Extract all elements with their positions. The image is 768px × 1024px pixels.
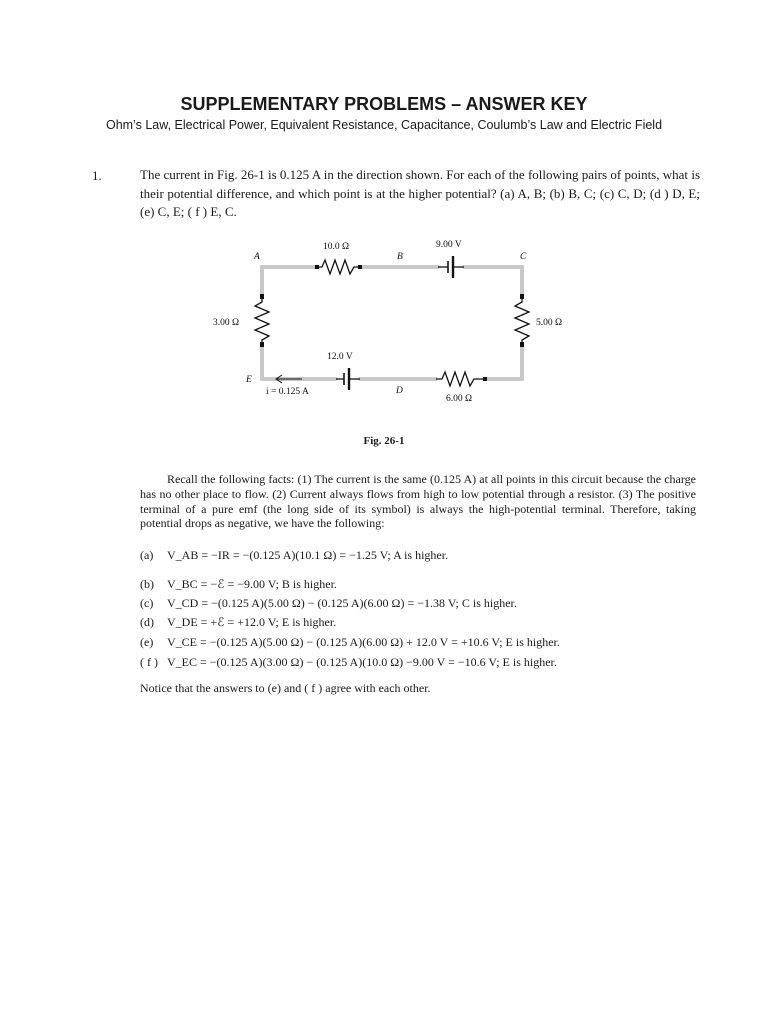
answer-e-text: V_CE = −(0.125 A)(5.00 Ω) − (0.125 A)(6.00 Ω) + 12.0 V = +10.6 V; E is higher. — [167, 635, 560, 649]
answer-f — [140, 655, 557, 670]
problem-question: The current in Fig. 26-1 is 0.125 A in the direction shown. For each of the following pairs of points, what is their potential difference, and which point is at the higher potential? (a) A, B; (b) B, C; (c) C, D; (d ) D, E; (e) C, E; ( f ) E, C. — [140, 167, 700, 219]
answer-f-label: ( f ) — [140, 655, 158, 669]
recall-paragraph: Recall the following facts: (1) The current is the same (0.125 A) at all points in this circuit because the charge has no other place to flow. (2) Current always flows from high to low potential through a resistor. (3) The positive terminal of a pure emf (the long side of its symbol) is always the high-potential terminal. Therefore, taking potential drops as negative, we have the following: — [140, 472, 696, 531]
notice-text: Notice that the answers to (e) and ( f ) agree with each other. — [140, 681, 431, 695]
resistor-right — [515, 296, 529, 345]
circuit-diagram — [190, 230, 563, 410]
page-title: SUPPLEMENTARY PROBLEMS – ANSWER KEY — [180, 94, 588, 114]
answer-e-label: (e) — [140, 635, 154, 649]
battery-de — [336, 368, 360, 390]
answer-c — [140, 596, 517, 611]
answer-a-text: V_AB = −IR = −(0.125 A)(10.1 Ω) = −1.25 V; A is higher. — [167, 548, 449, 562]
resistor-ab-label: 10.0 Ω — [323, 242, 350, 252]
answer-a-label: (a) — [140, 548, 154, 562]
answer-a — [140, 548, 448, 563]
battery-bc-label: 9.00 V — [436, 240, 462, 250]
battery-de-label: 12.0 V — [327, 352, 353, 362]
answer-c-label: (c) — [140, 596, 154, 610]
resistor-left-label: 3.00 Ω — [213, 318, 240, 328]
problem-number: 1. — [92, 168, 102, 183]
point-a-label: A — [254, 252, 260, 262]
battery-bc — [438, 256, 464, 278]
answer-e — [140, 635, 560, 650]
resistor-bottom-label: 6.00 Ω — [446, 394, 473, 404]
point-e-label: E — [246, 375, 252, 385]
answer-b — [140, 577, 337, 592]
page-subtitle: Ohm’s Law, Electrical Power, Equivalent Resistance, Capacitance, Coulumb’s Law and Electric Field — [105, 118, 663, 132]
answer-f-text: V_EC = −(0.125 A)(3.00 Ω) − (0.125 A)(10.0 Ω) −9.00 V = −10.6 V; E is higher. — [167, 655, 557, 669]
current-arrow — [276, 375, 302, 383]
resistor-right-label: 5.00 Ω — [536, 318, 563, 328]
point-b-label: B — [397, 252, 403, 262]
current-label: i = 0.125 A — [266, 387, 309, 397]
answer-d — [140, 615, 336, 630]
resistor-ab — [317, 260, 360, 274]
point-c-label: C — [520, 252, 527, 262]
resistor-bottom — [436, 372, 486, 386]
answer-b-text: V_BC = −ℰ = −9.00 V; B is higher. — [167, 577, 337, 591]
figure-caption: Fig. 26-1 — [363, 435, 405, 447]
answer-d-text: V_DE = +ℰ = +12.0 V; E is higher. — [167, 615, 337, 629]
answer-b-label: (b) — [140, 577, 154, 591]
resistor-left — [255, 296, 269, 345]
answer-c-text: V_CD = −(0.125 A)(5.00 Ω) − (0.125 A)(6.00 Ω) = −1.38 V; C is higher. — [167, 596, 517, 610]
answer-d-label: (d) — [140, 615, 154, 629]
point-d-label: D — [396, 386, 403, 396]
